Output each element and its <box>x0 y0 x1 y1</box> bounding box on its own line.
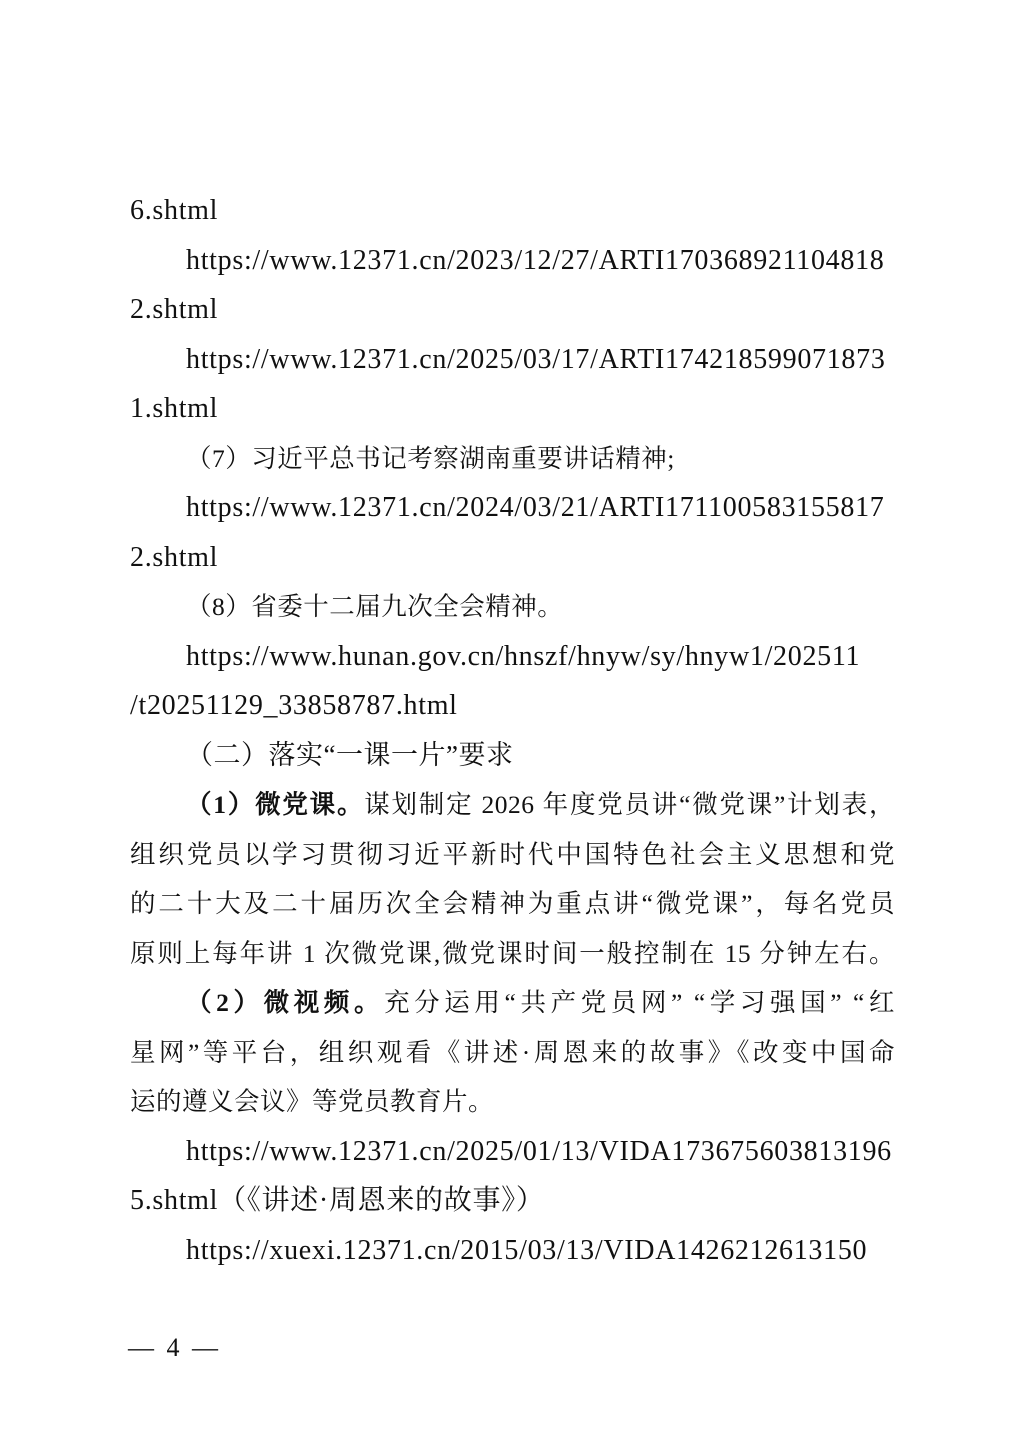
filename-line: 1.shtml <box>130 393 219 424</box>
url-line: https://www.12371.cn/2024/03/21/ARTI171100583155817 <box>186 492 885 523</box>
page-number: — 4 — <box>128 1333 221 1362</box>
url-line: https://xuexi.12371.cn/2015/03/13/VIDA1426212613150 <box>186 1234 868 1266</box>
list-item-line: （7）习近平总书记考察湖南重要讲话精神; <box>186 443 675 473</box>
paragraph-line: 运的遵义会议》等党员教育片。 <box>130 1087 495 1116</box>
url-line: https://www.hunan.gov.cn/hnszf/hnyw/sy/hnyw1/202511 <box>186 640 861 672</box>
url-line: /t20251129_33858787.html <box>130 690 458 721</box>
paragraph-line <box>130 978 895 1028</box>
document-body <box>130 186 895 1275</box>
paragraph-line: 的二十大及二十届历次全会精神为重点讲“微党课”，每名党员 <box>130 889 895 918</box>
paragraph-bold-lead: （1）微党课。 <box>186 790 365 819</box>
paragraph-text: 谋划制定 2026 年度党员讲“微党课”计划表， <box>364 790 895 819</box>
url-line: https://www.12371.cn/2025/01/13/VIDA173675603813196 <box>186 1135 892 1167</box>
url-line: https://www.12371.cn/2023/12/27/ARTI170368921104818 <box>186 244 885 276</box>
filename-line: 5.shtml（《讲述·周恩来的故事》） <box>130 1185 545 1216</box>
section-heading: （二）落实“一课一片”要求 <box>186 739 514 770</box>
paragraph-bold-lead: （2）微视频。 <box>186 988 385 1017</box>
paragraph-line: 原则上每年讲 1 次微党课,微党课时间一般控制在 15 分钟左右。 <box>130 938 895 968</box>
paragraph-line <box>130 780 895 830</box>
url-line: https://www.12371.cn/2025/03/17/ARTI174218599071873 <box>186 343 886 375</box>
paragraph-text: 充分运用“共产党员网” “学习强国” “红 <box>384 988 895 1017</box>
paragraph-line: 组织党员以学习贯彻习近平新时代中国特色社会主义思想和党 <box>130 839 895 869</box>
filename-line: 2.shtml <box>130 541 219 573</box>
list-item-line: （8）省委十二届九次全会精神。 <box>186 592 564 621</box>
paragraph-line: 星网”等平台，组织观看《讲述·周恩来的故事》《改变中国命 <box>130 1037 895 1067</box>
filename-line: 2.shtml <box>130 294 219 325</box>
filename-line: 6.shtml <box>130 195 219 226</box>
